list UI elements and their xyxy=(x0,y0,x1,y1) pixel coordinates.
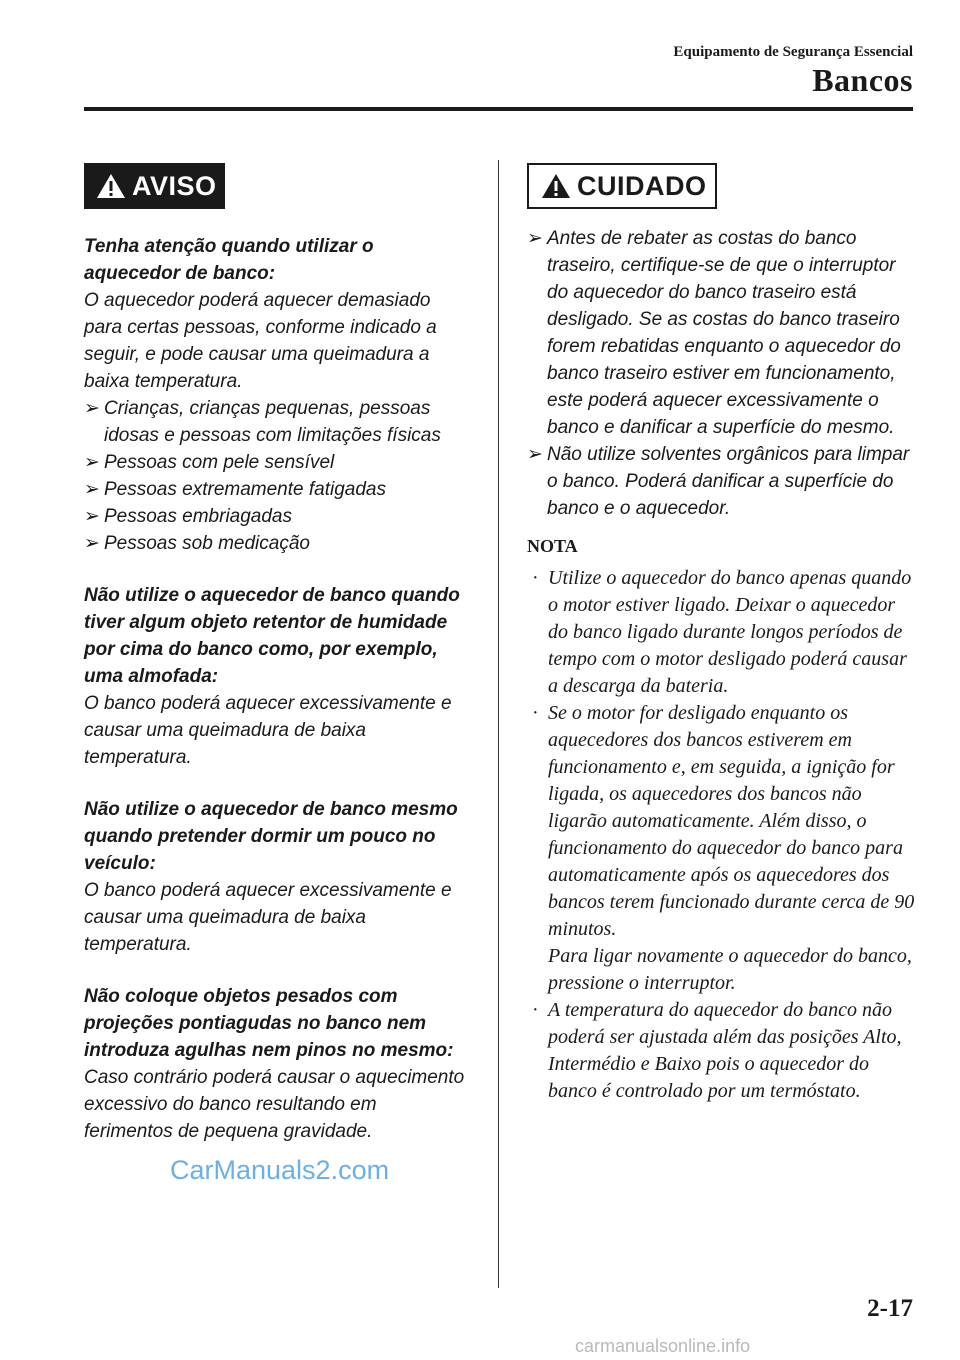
aviso-label: AVISO xyxy=(132,170,217,201)
nota-title: NOTA xyxy=(527,536,578,556)
page-title: Bancos xyxy=(812,62,913,98)
intro-title: Tenha atenção quando utilizar o aquecedor de banco: xyxy=(84,236,374,284)
list-item: ➢ Pessoas embriagadas xyxy=(84,503,470,530)
header-section: Equipamento de Segurança Essencial xyxy=(673,44,913,60)
watermark-primary: CarManuals2.com xyxy=(170,1155,390,1185)
right-column xyxy=(527,163,917,1105)
paragraph-text: O banco poderá aquecer excessivamente e causar uma queimadura de baixa temperatura. xyxy=(84,693,452,768)
warning-icon xyxy=(541,173,571,199)
arrow-icon: ➢ xyxy=(84,506,100,527)
watermark-secondary: carmanualsonline.info xyxy=(575,1336,751,1356)
arrow-icon: ➢ xyxy=(527,228,543,249)
aviso-list xyxy=(84,395,470,557)
page-number: 2-17 xyxy=(867,1295,913,1322)
list-item: ➢ Antes de rebater as costas do banco traseiro, certifique-se de que o interruptor do aquecedor do banco traseiro está desligado. Se as costas do banco traseiro forem rebatidas enquanto o aquecedor do banco traseiro estiver em funcionamento, este poderá aquecer excessivamente o banco e danificar a superfície do mesmo. xyxy=(527,225,917,441)
paragraph-title: Não coloque objetos pesados com projeções pontiagudas no banco nem introduza agulhas nem pinos no mesmo: xyxy=(84,986,454,1061)
bullet-icon: · xyxy=(532,567,539,589)
paragraph-title: Não utilize o aquecedor de banco mesmo quando pretender dormir um pouco no veículo: xyxy=(84,799,458,874)
arrow-icon: ➢ xyxy=(84,398,100,419)
bullet-icon: · xyxy=(532,702,539,724)
aviso-badge xyxy=(84,163,225,209)
column-divider xyxy=(498,160,499,1288)
list-item: · A temperatura do aquecedor do banco não poderá ser ajustada além das posições Alto, Intermédio e Baixo pois o aquecedor do banco é controlado por um termóstato. xyxy=(532,999,902,1102)
warning-icon xyxy=(96,173,126,199)
list-item: ➢ Pessoas extremamente fatigadas xyxy=(84,476,470,503)
arrow-icon: ➢ xyxy=(84,479,100,500)
intro-text: O aquecedor poderá aquecer demasiado para certas pessoas, conforme indicado a seguir, e pode causar uma queimadura a baixa temperatura. xyxy=(84,290,437,392)
list-item: ➢ Pessoas sob medicação xyxy=(84,530,470,557)
list-item: ➢ Crianças, crianças pequenas, pessoas idosas e pessoas com limitações físicas xyxy=(84,395,470,449)
paragraph-text: Caso contrário poderá causar o aquecimento excessivo do banco resultando em ferimentos de pequena gravidade. xyxy=(84,1067,465,1142)
cuidado-list xyxy=(527,225,917,522)
paragraph-text: O banco poderá aquecer excessivamente e causar uma queimadura de baixa temperatura. xyxy=(84,880,452,955)
header-rule xyxy=(84,107,913,111)
bullet-icon: · xyxy=(532,999,539,1021)
list-item: ➢ Não utilize solventes orgânicos para limpar o banco. Poderá danificar a superfície do banco e o aquecedor. xyxy=(527,441,917,522)
nota-list xyxy=(527,565,917,1105)
list-item: · Se o motor for desligado enquanto os aquecedores dos bancos estiverem em funcionamento e, em seguida, a ignição for ligada, os aquecedores dos bancos não ligarão automaticamente. Além disso, o funcionamento do aquecedor do banco para automaticamente após os aquecedores dos bancos terem funcionado durante cerca de 90 minutos. Para ligar novamente o aquecedor do banco, pressione o interruptor. xyxy=(527,700,917,997)
cuidado-badge xyxy=(527,163,717,209)
cuidado-label: CUIDADO xyxy=(577,170,707,201)
nota-extra-text: Para ligar novamente o aquecedor do banco, pressione o interruptor. xyxy=(548,945,912,994)
arrow-icon: ➢ xyxy=(84,452,100,473)
paragraph-title: Não utilize o aquecedor de banco quando tiver algum objeto retentor de humidade por cima do banco como, por exemplo, uma almofada: xyxy=(84,585,460,687)
list-item: ➢ Pessoas com pele sensível xyxy=(84,449,470,476)
list-item: · Utilize o aquecedor do banco apenas quando o motor estiver ligado. Deixar o aquecedor do banco ligado durante longos períodos de tempo com o motor desligado poderá causar a descarga da bateria. xyxy=(532,567,912,697)
arrow-icon: ➢ xyxy=(84,533,100,554)
arrow-icon: ➢ xyxy=(527,444,543,465)
left-column xyxy=(84,163,470,1145)
